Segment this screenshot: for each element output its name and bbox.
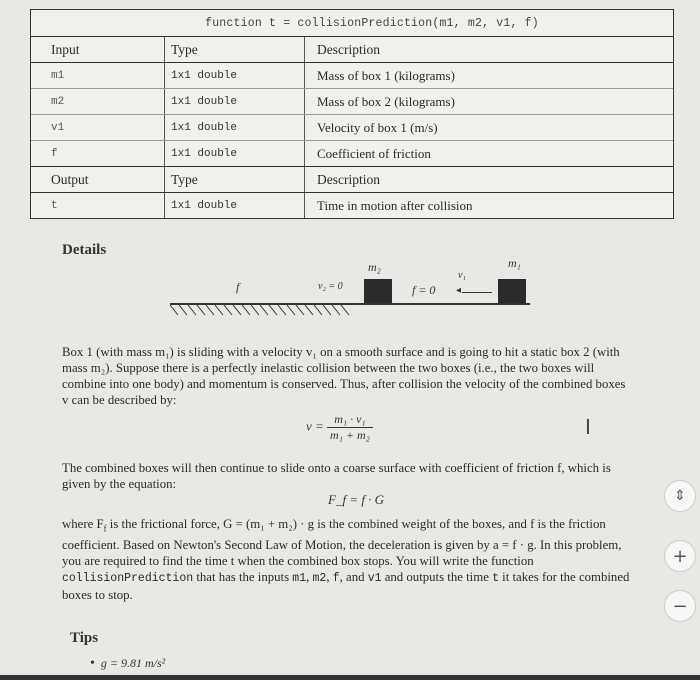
eq1-fraction bbox=[327, 412, 373, 443]
para3-e: and outputs the time bbox=[381, 569, 493, 584]
expand-button[interactable] bbox=[664, 480, 696, 512]
para3-sep1: , bbox=[306, 569, 313, 584]
velocity-equation bbox=[306, 412, 373, 443]
header-type: Type bbox=[165, 37, 305, 62]
velocity-arrow bbox=[462, 292, 492, 293]
input-name: f bbox=[31, 141, 165, 166]
para3-f: it takes for the combined boxes to stop. bbox=[62, 569, 630, 602]
table-row bbox=[31, 62, 673, 88]
label-v2-zero: v₂ = 0 bbox=[318, 281, 343, 292]
table-row bbox=[31, 192, 673, 218]
output-name: t bbox=[31, 193, 165, 218]
tips-heading: Tips bbox=[70, 630, 99, 646]
header-output: Output bbox=[31, 167, 165, 192]
coarse-surface-hatch bbox=[170, 305, 360, 317]
label-m1: m₁ bbox=[508, 256, 521, 270]
input-name: m2 bbox=[31, 89, 165, 114]
input-m2: m2 bbox=[312, 571, 327, 585]
input-type: 1x1 double bbox=[165, 63, 305, 88]
bottom-edge bbox=[0, 675, 700, 680]
plus-icon: + bbox=[672, 545, 688, 567]
eq1-numerator: m₁ · v₁ bbox=[327, 412, 373, 428]
box-1 bbox=[498, 279, 526, 303]
input-desc: Coefficient of friction bbox=[317, 145, 431, 161]
collision-diagram bbox=[150, 250, 550, 330]
zoom-in-button[interactable] bbox=[664, 540, 696, 572]
list-item bbox=[90, 656, 165, 672]
paragraph-collision: Box 1 (with mass m₁) is sliding with a velocity v₁ on a smooth surface and is going to hit a static box 2 (with mass m₂). Suppose there is a perfectly inelastic collision between the two boxes (i.e., the two boxes will combine into one body) and momentum is conserved. Thus, after collision the velocity of the combined boxes v can be described by: bbox=[62, 345, 626, 407]
bullet-icon: • bbox=[90, 656, 95, 671]
arrow-head-icon: ◂ bbox=[456, 285, 462, 296]
para3-sep2: , bbox=[326, 569, 333, 584]
input-type: 1x1 double bbox=[165, 141, 305, 166]
minus-icon: − bbox=[672, 595, 688, 617]
output-type: 1x1 double bbox=[165, 193, 305, 218]
table-row bbox=[31, 114, 673, 140]
inputs-header-row bbox=[31, 36, 673, 62]
header-type: Type bbox=[165, 167, 305, 192]
input-m1: m1 bbox=[292, 571, 307, 585]
signature-header bbox=[31, 10, 673, 36]
label-f-zero: f = 0 bbox=[412, 283, 436, 297]
input-type: 1x1 double bbox=[165, 115, 305, 140]
outputs-header-row bbox=[31, 166, 673, 192]
input-name: m1 bbox=[31, 63, 165, 88]
eq1-lhs: v = bbox=[306, 418, 324, 434]
input-name: v1 bbox=[31, 115, 165, 140]
eq1-denominator: m₁ + m₂ bbox=[330, 428, 370, 442]
output-desc: Time in motion after collision bbox=[317, 197, 473, 213]
header-description: Description bbox=[317, 41, 380, 57]
header-input: Input bbox=[31, 37, 165, 62]
box-2 bbox=[364, 279, 392, 303]
input-desc: Mass of box 2 (kilograms) bbox=[317, 93, 455, 109]
input-v1: v1 bbox=[367, 571, 382, 585]
expand-icon: ⇕ bbox=[674, 488, 686, 504]
para3-b: is the frictional force, G = (m₁ + m₂) · g is the combined weight of the boxes, and f is the friction coefficient. Based on Newton's Second Law of Motion, the deceleration is given by a = f · g. In this problem, you are required to find the time t when the combined box stops. You will write the function bbox=[62, 517, 622, 568]
text-cursor-icon: I bbox=[585, 415, 591, 439]
para3-d: , and bbox=[339, 569, 368, 584]
label-f-coarse: f bbox=[236, 280, 240, 294]
para3-a: where F bbox=[62, 517, 104, 531]
signature-table bbox=[30, 9, 674, 219]
input-desc: Velocity of box 1 (m/s) bbox=[317, 119, 438, 135]
friction-equation: F_f = f · G bbox=[328, 492, 385, 507]
header-description: Description bbox=[317, 171, 380, 187]
input-type: 1x1 double bbox=[165, 89, 305, 114]
tip-text: g = 9.81 m/s² bbox=[100, 656, 166, 670]
function-name: collisionPrediction bbox=[62, 571, 194, 585]
label-v1: v₁ bbox=[458, 270, 466, 281]
table-row bbox=[31, 88, 673, 114]
paragraph-task bbox=[62, 516, 632, 603]
para3-c: that has the inputs bbox=[193, 569, 293, 584]
table-row bbox=[31, 140, 673, 166]
output-t: t bbox=[492, 571, 499, 585]
zoom-out-button[interactable] bbox=[664, 590, 696, 622]
para3-sub: f bbox=[103, 523, 107, 534]
input-desc: Mass of box 1 (kilograms) bbox=[317, 67, 455, 83]
details-heading: Details bbox=[62, 242, 107, 258]
label-m2: m₂ bbox=[368, 260, 381, 274]
input-f: f bbox=[332, 571, 340, 585]
function-signature: function t = collisionPrediction(m1, m2, v1, f) bbox=[205, 16, 539, 30]
paragraph-friction: The combined boxes will then continue to slide onto a coarse surface with coefficient of friction f, which is given by the equation: bbox=[62, 461, 611, 491]
